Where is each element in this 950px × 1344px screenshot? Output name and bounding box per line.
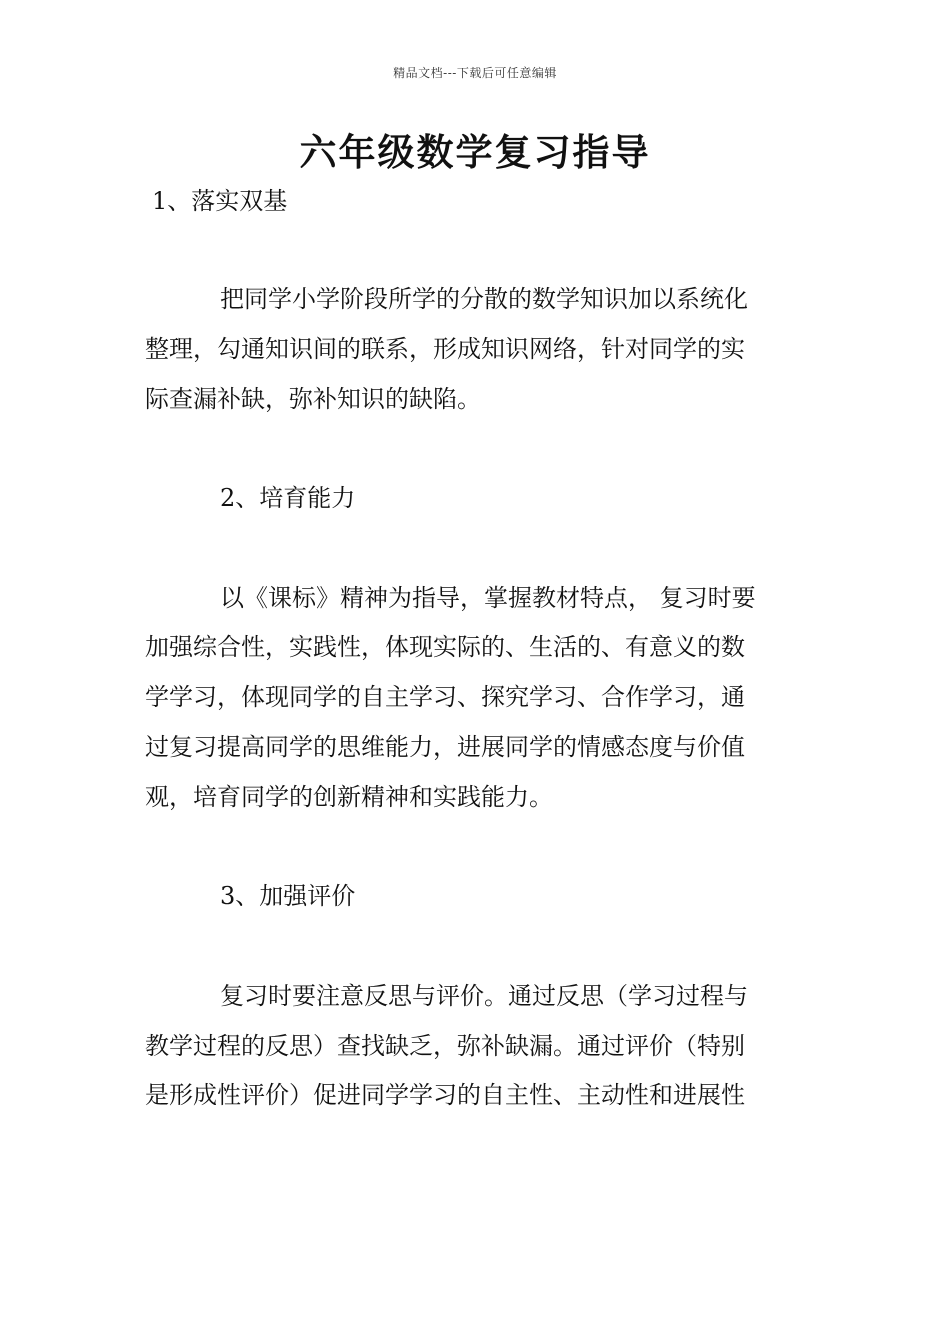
paragraph-line: 观，培育同学的创新精神和实践能力。 (145, 783, 553, 811)
paragraph-line: 把同学小学阶段所学的分散的数学知识加以系统化 (220, 285, 748, 313)
section-heading-3: 3、加强评价 (220, 882, 356, 910)
section-heading-2: 2、培育能力 (220, 484, 356, 512)
paragraph-line: 加强综合性，实践性，体现实际的、生活的、有意义的数 (145, 633, 745, 661)
paragraph-line: 是形成性评价）促进同学学习的自主性、主动性和进展性 (145, 1081, 745, 1109)
section-heading-1: 1、落实双基 (152, 187, 288, 215)
header-note: 精品文档---下载后可任意编辑 (393, 66, 557, 80)
paragraph-line: 以《课标》精神为指导，掌握教材特点， 复习时要 (220, 584, 756, 612)
paragraph-line: 学学习，体现同学的自主学习、探究学习、合作学习，通 (145, 683, 745, 711)
paragraph-line: 复习时要注意反思与评价。通过反思（学习过程与 (220, 982, 748, 1010)
paragraph-line: 整理，勾通知识间的联系，形成知识网络，针对同学的实 (145, 335, 745, 363)
paragraph-line: 教学过程的反思）查找缺乏，弥补缺漏。通过评价（特别 (145, 1032, 745, 1060)
paragraph-line: 过复习提高同学的思维能力，进展同学的情感态度与价值 (145, 733, 745, 761)
document-title: 六年级数学复习指导 (299, 130, 651, 174)
paragraph-line: 际查漏补缺，弥补知识的缺陷。 (145, 385, 481, 413)
